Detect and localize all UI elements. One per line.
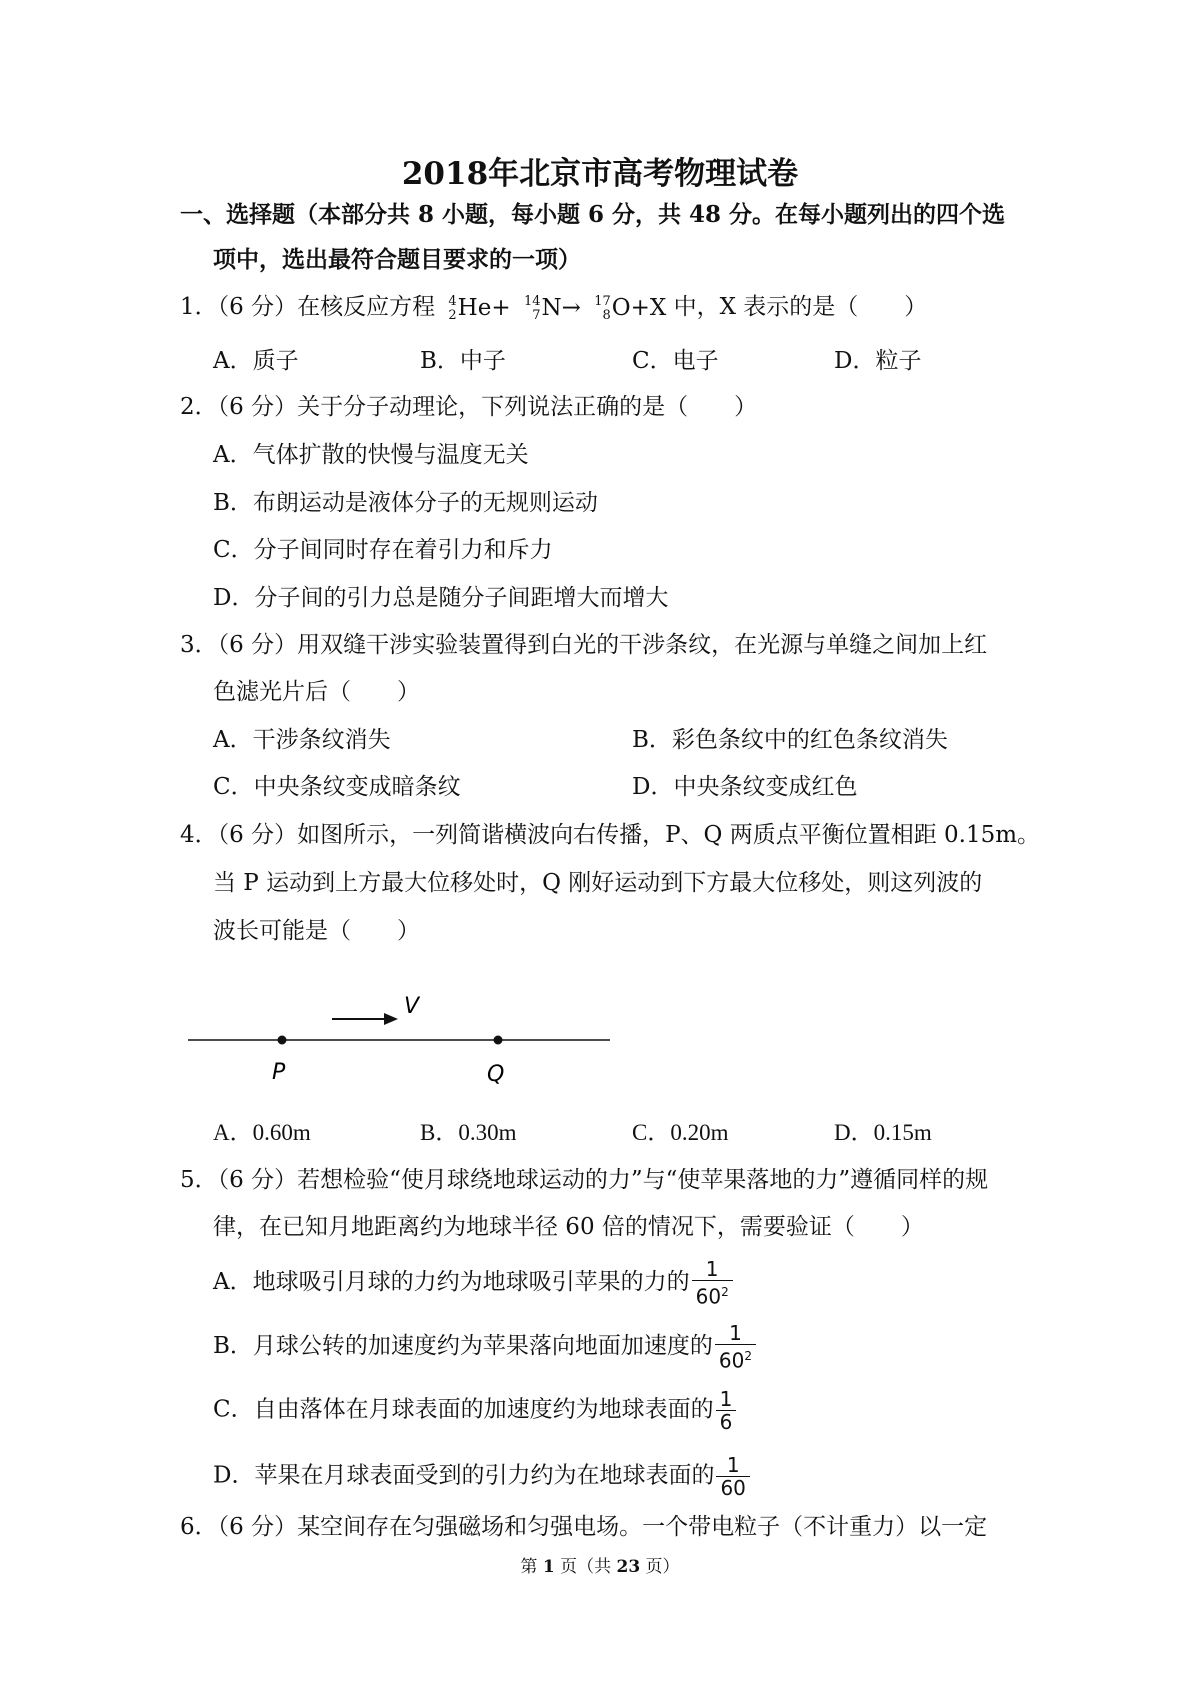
footer-text-middle: 页（共 <box>554 1557 617 1577</box>
o-mass-number: 17 <box>594 294 611 309</box>
q1-option-c: C．电子 <box>632 348 719 374</box>
q5-option-c <box>213 1388 736 1433</box>
q5-option-b-fraction <box>715 1322 756 1372</box>
fraction-exponent: 2 <box>744 1349 752 1363</box>
q5-option-a-text: A．地球吸引月球的力约为地球吸引苹果的力的 <box>213 1268 690 1295</box>
q2-option-c: C．分子间同时存在着引力和斥力 <box>213 537 553 563</box>
o-atomic-number: 8 <box>602 308 611 323</box>
footer-total-pages: 23 <box>616 1557 641 1577</box>
q1-oxygen <box>594 293 666 323</box>
q5-option-c-fraction <box>716 1388 737 1433</box>
q4-option-a: A．0.60m <box>213 1120 311 1145</box>
footer-text-before: 第 <box>520 1557 543 1577</box>
fraction-numerator: 1 <box>719 1387 733 1411</box>
o-symbol: O+X <box>611 295 667 321</box>
page-title: 2018年北京市高考物理试卷 <box>401 156 799 192</box>
n-mass-number: 14 <box>523 294 541 309</box>
section-header-line2: 项中，选出最符合题目要求的一项） <box>213 246 581 273</box>
q2-option-b: B．布朗运动是液体分子的无规则运动 <box>213 490 598 516</box>
q5-option-d-text: D．苹果在月球表面受到的引力约为在地球表面的 <box>213 1462 715 1489</box>
question-1-stem <box>180 292 927 323</box>
question-5-stem-line1: 5．（6 分）若想检验“使月球绕地球运动的力”与“使苹果落地的力”遵循同样的规 <box>180 1167 989 1193</box>
fraction-denominator: 6 <box>719 1410 733 1434</box>
question-3-stem-line1: 3．（6 分）用双缝干涉实验装置得到白光的干涉条纹，在光源与单缝之间加上红 <box>180 632 988 658</box>
question-5-stem-line2: 律，在已知月地距离约为地球半径 60 倍的情况下，需要验证（ ） <box>213 1214 924 1240</box>
he-mass-number: 4 <box>448 294 457 309</box>
velocity-arrowhead <box>384 1013 398 1025</box>
section-header-line1: 一、选择题（本部分共 8 小题，每小题 6 分，共 48 分。在每小题列出的四个选 <box>180 201 1006 228</box>
page-footer <box>0 1556 1200 1578</box>
fraction-numerator: 1 <box>726 1453 740 1477</box>
question-6-stem-line1: 6．（6 分）某空间存在匀强磁场和匀强电场。一个带电粒子（不计重力）以一定 <box>180 1514 988 1540</box>
he-symbol: He+ <box>457 295 511 321</box>
wave-figure <box>180 985 620 1095</box>
q5-option-b-text: B．月球公转的加速度约为苹果落向地面加速度的 <box>213 1332 713 1359</box>
question-3-stem-line2: 色滤光片后（ ） <box>213 679 420 705</box>
he-atomic-number: 2 <box>448 308 457 323</box>
q1-suffix: 中，X 表示的是（ ） <box>673 294 928 320</box>
q3-option-d: D．中央条纹变成红色 <box>632 774 858 800</box>
fraction-denominator: 60 <box>695 1284 722 1309</box>
question-4-stem-line1: 4．（6 分）如图所示，一列简谐横波向右传播，P、Q 两质点平衡位置相距 0.15m。 <box>180 822 1041 848</box>
velocity-label: V <box>404 994 420 1019</box>
question-4-stem-line3: 波长可能是（ ） <box>213 918 420 944</box>
q5-option-d-fraction <box>716 1454 749 1499</box>
q1-prefix: 1．（6 分）在核反应方程 <box>180 294 436 320</box>
q1-option-a: A．质子 <box>213 348 299 374</box>
q5-option-c-text: C．自由落体在月球表面的加速度约为地球表面的 <box>213 1396 714 1423</box>
q5-option-b <box>213 1322 756 1372</box>
q3-option-b: B．彩色条纹中的红色条纹消失 <box>632 727 948 753</box>
q1-nitrogen <box>524 293 581 323</box>
footer-text-after: 页） <box>640 1557 680 1577</box>
q1-option-d: D．粒子 <box>834 348 922 374</box>
n-symbol: N→ <box>541 295 581 321</box>
q1-option-b: B．中子 <box>420 348 506 374</box>
q1-helium <box>448 293 510 323</box>
fraction-numerator: 1 <box>729 1321 742 1345</box>
question-4-stem-line2: 当 P 运动到上方最大位移处时，Q 刚好运动到下方最大位移处，则这列波的 <box>213 870 983 896</box>
footer-page-number: 1 <box>542 1557 555 1577</box>
q5-option-a-fraction <box>692 1258 733 1308</box>
point-q <box>494 1036 503 1045</box>
question-2-stem: 2．（6 分）关于分子动理论，下列说法正确的是（ ） <box>180 394 758 420</box>
fraction-exponent: 2 <box>721 1285 729 1299</box>
q3-option-a: A．干涉条纹消失 <box>213 727 391 753</box>
q2-option-d: D．分子间的引力总是随分子间距增大而增大 <box>213 585 669 611</box>
fraction-denominator: 60 <box>718 1348 745 1373</box>
q2-option-a: A．气体扩散的快慢与温度无关 <box>213 442 529 468</box>
point-q-label: Q <box>487 1062 505 1087</box>
q5-option-a <box>213 1258 733 1308</box>
n-atomic-number: 7 <box>532 308 541 323</box>
q4-option-c: C．0.20m <box>632 1120 729 1145</box>
fraction-numerator: 1 <box>705 1257 719 1281</box>
q4-option-d: D．0.15m <box>834 1120 932 1145</box>
fraction-denominator: 60 <box>720 1476 746 1500</box>
q5-option-d <box>213 1454 750 1499</box>
point-p-label: P <box>272 1060 286 1085</box>
point-p <box>278 1036 287 1045</box>
q3-option-c: C．中央条纹变成暗条纹 <box>213 774 461 800</box>
q4-option-b: B．0.30m <box>420 1120 517 1145</box>
